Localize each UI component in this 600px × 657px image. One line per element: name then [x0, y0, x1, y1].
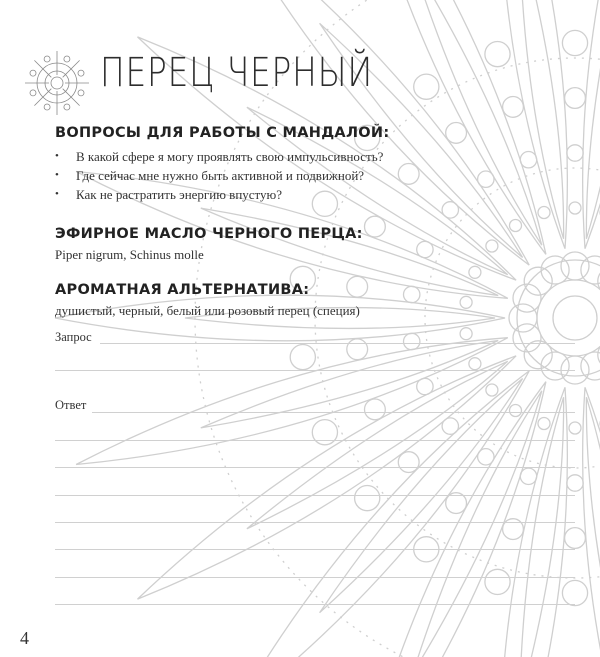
answer-line[interactable]	[55, 467, 575, 468]
questions-list	[55, 147, 575, 204]
bullet-icon: •	[55, 169, 59, 181]
bullet-icon: •	[55, 150, 59, 162]
mandala-emblem-icon	[22, 48, 92, 118]
questions-heading: ВОПРОСЫ ДЛЯ РАБОТЫ С МАНДАЛОЙ:	[55, 125, 390, 141]
answer-line[interactable]	[92, 412, 575, 413]
content-block	[55, 125, 575, 320]
bullet-icon: •	[55, 188, 59, 200]
answer-line[interactable]	[55, 522, 575, 523]
answer-line[interactable]	[55, 549, 575, 550]
page-title: ПЕРЕЦ ЧЕРНЫЙ	[100, 50, 373, 96]
question-item: • Как не растратить энергию впустую?	[55, 187, 283, 202]
request-label: Запрос	[55, 330, 92, 344]
question-item: • В какой сфере я могу проявлять свою импульсивность?	[55, 149, 384, 164]
answer-line[interactable]	[55, 440, 575, 441]
alternative-text: душистый, черный, белый или розовый перец (специя)	[55, 303, 360, 318]
question-item: • Где сейчас мне нужно быть активной и подвижной?	[55, 168, 365, 183]
page-number: 4	[20, 628, 29, 648]
essential-oil-text: Piper nigrum, Schinus molle	[55, 247, 204, 262]
request-line[interactable]	[100, 343, 575, 344]
alternative-heading: АРОМАТНАЯ АЛЬТЕРНАТИВА:	[55, 282, 310, 298]
essential-oil-heading: ЭФИРНОЕ МАСЛО ЧЕРНОГО ПЕРЦА:	[55, 226, 363, 242]
request-line[interactable]	[55, 370, 575, 371]
answer-line[interactable]	[55, 495, 575, 496]
answer-label: Ответ	[55, 398, 87, 412]
answer-line[interactable]	[55, 577, 575, 578]
answer-line[interactable]	[55, 604, 575, 605]
